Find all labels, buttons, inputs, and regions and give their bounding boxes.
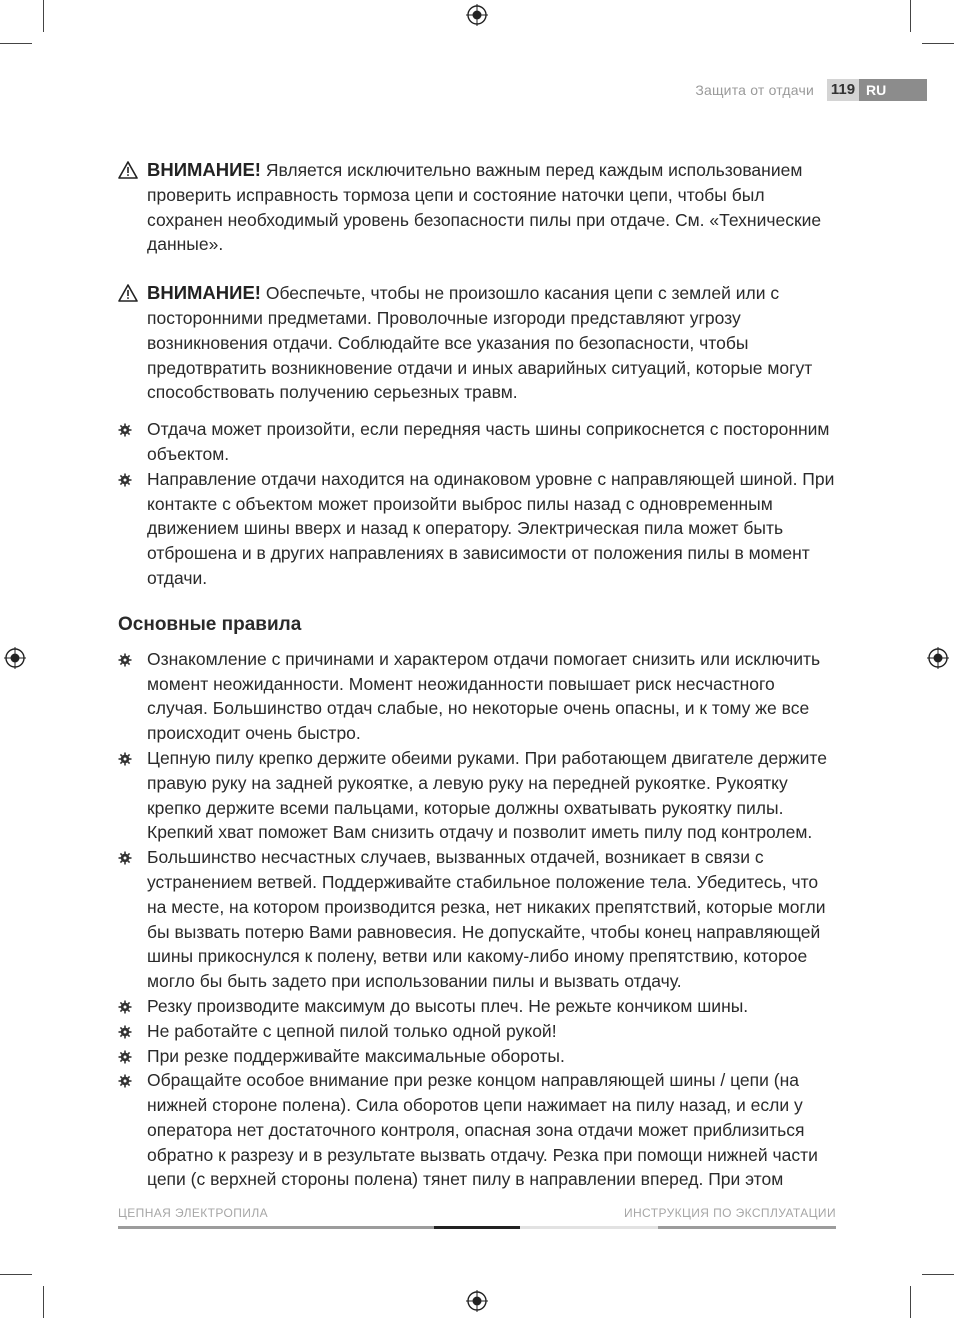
- list-item-text: Резку производите максимум до высоты плеч. Не режьте кончиком шины.: [147, 995, 749, 1016]
- gear-bullet-icon: [118, 423, 132, 437]
- language-badge: RU: [859, 79, 927, 101]
- list-item: [118, 1068, 838, 1192]
- registration-mark-icon: [466, 1290, 488, 1312]
- list-item: [118, 746, 838, 845]
- list-item-text: Цепную пилу крепко держите обеими руками. При работающем двигателе держите правую руку на задней рукоятке, а левую руку на передней рукоятке. Рукоятку крепко держите всеми пальцами, которые должны охватывать рукоятку пилы. Крепкий хват поможет Вам снизить отдачу и позволит иметь пилу под контролем.: [147, 747, 827, 843]
- gear-bullet-icon: [118, 851, 132, 865]
- gear-bullet-icon: [118, 1050, 132, 1064]
- list-item: [118, 994, 838, 1019]
- list-item-text: Отдача может произойти, если передняя часть шины соприкоснется с посторонним объектом.: [147, 419, 830, 464]
- header-section-title: Защита от отдачи: [695, 82, 814, 98]
- warning-title: ВНИМАНИЕ!: [147, 282, 261, 304]
- gear-bullet-icon: [118, 752, 132, 766]
- page-indicator: [827, 79, 927, 101]
- list-item: [118, 1044, 838, 1069]
- registration-mark-icon: [927, 647, 949, 669]
- list-item: [118, 417, 838, 467]
- warning-block: [118, 158, 838, 257]
- list-item: [118, 467, 838, 591]
- list-item: [118, 647, 838, 746]
- warning-title: ВНИМАНИЕ!: [147, 159, 261, 180]
- section-heading: Основные правила: [118, 613, 302, 635]
- gear-bullet-icon: [118, 1000, 132, 1014]
- warning-triangle-icon: [118, 284, 138, 302]
- gear-bullet-icon: [118, 1074, 132, 1088]
- list-item-text: Большинство несчастных случаев, вызванных отдачей, возникает в связи с устранением ветвей. Поддерживайте стабильное положение тела. Убедитесь, что на месте, на котором производится резка, нет никаких препятствий, которые могли бы вызвать потерю Вами равновесия. Не допускайте, чтобы конец направляющей шины прикоснулся к полену, ветви или какому-либо иному препятствию, которое могло бы быть задето при использовании пилы и вызвать отдачу.: [147, 847, 826, 992]
- footer-manual-title: ИНСТРУКЦИЯ ПО ЭКСПЛУАТАЦИИ: [623, 1206, 836, 1220]
- warning-text: Является исключительно важным перед каждым использованием проверить исправность тормоза цепи и состояние наточки цепи, чтобы был сохранен необходимый уровень безопасности пилы при отдаче. См. «Технические данные».: [147, 160, 822, 255]
- warning-text: Обеспечьте, чтобы не произошло касания цепи с землей или с посторонними предметами. Проволочные изгороди представляют угрозу возникновения отдачи. Соблюдайте все указания по безопасности, чтобы предотвратить возникновение отдачи и иных аварийных ситуаций, которые могут способствовать получению серьезных травм.: [147, 283, 813, 403]
- list-item: [118, 1019, 838, 1044]
- gear-bullet-icon: [118, 653, 132, 667]
- warning-triangle-icon: [118, 161, 138, 179]
- list-item-text: Не работайте с цепной пилой только одной рукой!: [147, 1020, 557, 1041]
- registration-mark-icon: [466, 4, 488, 26]
- list-item-text: При резке поддерживайте максимальные обороты.: [147, 1045, 565, 1066]
- footer-rule-accent: [434, 1226, 520, 1229]
- crop-mark: [910, 1286, 911, 1318]
- crop-mark: [43, 0, 44, 32]
- registration-mark-icon: [4, 647, 26, 669]
- crop-mark: [0, 43, 32, 44]
- footer-rule: [658, 1226, 836, 1229]
- crop-mark: [43, 1286, 44, 1318]
- footer-product-name: ЦЕПНАЯ ЭЛЕКТРОПИЛА: [118, 1206, 269, 1220]
- list-item-text: Ознакомление с причинами и характером отдачи помогает снизить или исключить момент неожиданности. Момент неожиданности повышает риск несчастного случая. Большинство отдач слабые, но некоторые очень опасны, и к тому же все происходит очень быстро.: [147, 648, 821, 744]
- crop-mark: [0, 1274, 32, 1275]
- footer-rule: [118, 1226, 434, 1229]
- crop-mark: [922, 1274, 954, 1275]
- warning-block: [118, 281, 838, 405]
- gear-bullet-icon: [118, 473, 132, 487]
- document-body: [118, 158, 838, 1192]
- crop-mark: [922, 43, 954, 44]
- list-item-text: Направление отдачи находится на одинаковом уровне с направляющей шиной. При контакте с объектом может произойти выброс пилы назад с одновременным движением шины вверх и назад к оператору. Электрическая пила может быть отброшена и в других направлениях в зависимости от положения пилы в момент отдачи.: [147, 468, 835, 588]
- list-item-text: Обращайте особое внимание при резке концом направляющей шины / цепи (на нижней стороне полена). Сила оборотов цепи нажимает на пилу назад, и если у оператора нет достаточного контроля, опасная зона отдачи может приблизиться обратно к разрезу и в результате вызвать отдачу. Резка при помощи нижней части цепи (с верхней стороны полена) тянет пилу в направлении вперед. При этом: [147, 1070, 818, 1190]
- footer-rule: [520, 1226, 658, 1229]
- list-item: [118, 845, 838, 994]
- crop-mark: [910, 0, 911, 32]
- page-number: 119: [827, 79, 859, 101]
- gear-bullet-icon: [118, 1025, 132, 1039]
